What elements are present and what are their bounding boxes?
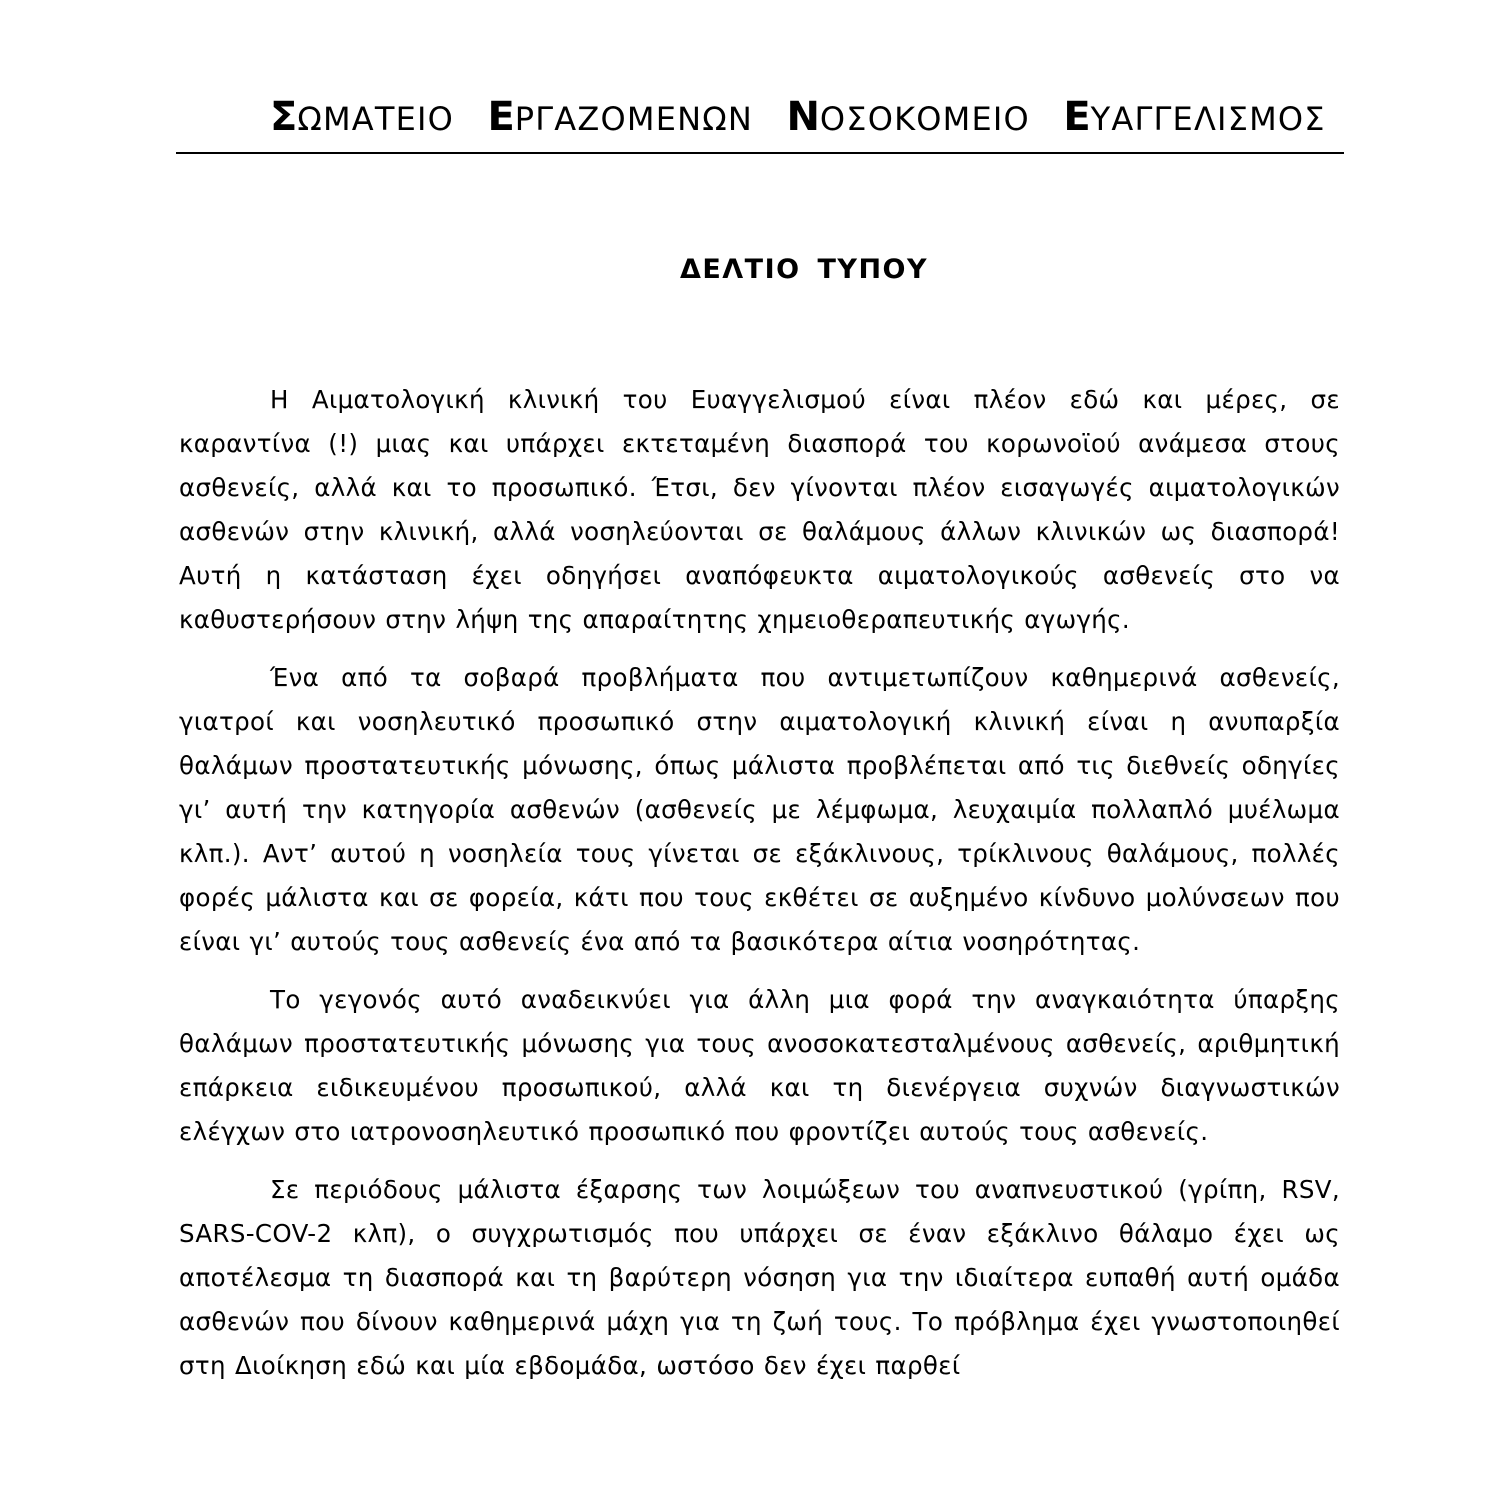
organization-name: [270, 92, 1326, 144]
letterhead: [176, 92, 1344, 154]
word-rest: ΥΑΓΓΕΛΙΣΜΟΣ: [1090, 100, 1326, 138]
word-rest: ΟΣΟΚΟΜΕΙΟ: [819, 100, 1030, 138]
paragraph: Η Αιματολογική κλινική του Ευαγγελισμού είναι πλέον εδώ και μέρες, σε καραντίνα (!) μιας και υπάρχει εκτεταμένη διασπορά του κορωνοϊού ανάμεσα στους ασθενείς, αλλά και το προσωπικό. Έτσι, δεν γίνονται πλέον εισαγωγές αιματολογικών ασθενών στην κλινική, αλλά νοσηλεύονται σε θαλάμους άλλων κλινικών ως διασπορά! Αυτή η κατάσταση έχει οδηγήσει αναπόφευκτα αιματολογικούς ασθενείς στο να καθυστερήσουν στην λήψη της απαραίτητης χημειοθεραπευτικής αγωγής.: [179, 385, 1340, 634]
word-initial: Σ: [270, 94, 298, 140]
word-rest: ΩΜΑΤΕΙΟ: [297, 100, 455, 138]
word-initial: Ε: [487, 94, 515, 140]
word-initial: Ν: [786, 94, 820, 140]
organization-name-word-4: [1063, 94, 1326, 140]
press-release-title: ΔΕΛΤΙΟ ΤΥΠΟΥ: [679, 254, 929, 285]
organization-name-word-3: [786, 94, 1030, 140]
organization-name-word-2: [487, 94, 754, 140]
word-initial: Ε: [1063, 94, 1091, 140]
word-rest: ΡΓΑΖΟΜΕΝΩΝ: [514, 100, 754, 138]
document-body: [179, 378, 1340, 1402]
organization-name-word-1: [270, 94, 455, 140]
paragraph: Σε περιόδους μάλιστα έξαρσης των λοιμώξεων του αναπνευστικού (γρίπη, RSV, SARS-COV-2 κλπ), ο συγχρωτισμός που υπάρχει σε έναν εξάκλινο θάλαμο έχει ως αποτέλεσμα τη διασπορά και τη βαρύτερη νόσηση για την ιδιαίτερα ευπαθή αυτή ομάδα ασθενών που δίνουν καθημερινά μάχη για τη ζωή τους. Το πρόβλημα έχει γνωστοποιηθεί στη Διοίκηση εδώ και μία εβδομάδα, ωστόσο δεν έχει παρθεί: [179, 1175, 1340, 1380]
paragraph: Ένα από τα σοβαρά προβλήματα που αντιμετωπίζουν καθημερινά ασθενείς, γιατροί και νοσηλευτικό προσωπικό στην αιματολογική κλινική είναι η ανυπαρξία θαλάμων προστατευτικής μόνωσης, όπως μάλιστα προβλέπεται από τις διεθνείς οδηγίες γι’ αυτή την κατηγορία ασθενών (ασθενείς με λέμφωμα, λευχαιμία πολλαπλό μυέλωμα κλπ.). Αντ’ αυτού η νοσηλεία τους γίνεται σε εξάκλινους, τρίκλινους θαλάμους, πολλές φορές μάλιστα και σε φορεία, κάτι που τους εκθέτει σε αυξημένο κίνδυνο μολύνσεων που είναι γι’ αυτούς τους ασθενείς ένα από τα βασικότερα αίτια νοσηρότητας.: [179, 663, 1340, 956]
paragraph: Το γεγονός αυτό αναδεικνύει για άλλη μια φορά την αναγκαιότητα ύπαρξης θαλάμων προστατευτικής μόνωσης για τους ανοσοκατεσταλμένους ασθενείς, αριθμητική επάρκεια ειδικευμένου προσωπικού, αλλά και τη διενέργεια συχνών διαγνωστικών ελέγχων στο ιατρονοσηλευτικό προσωπικό που φροντίζει αυτούς τους ασθενείς.: [179, 985, 1340, 1146]
